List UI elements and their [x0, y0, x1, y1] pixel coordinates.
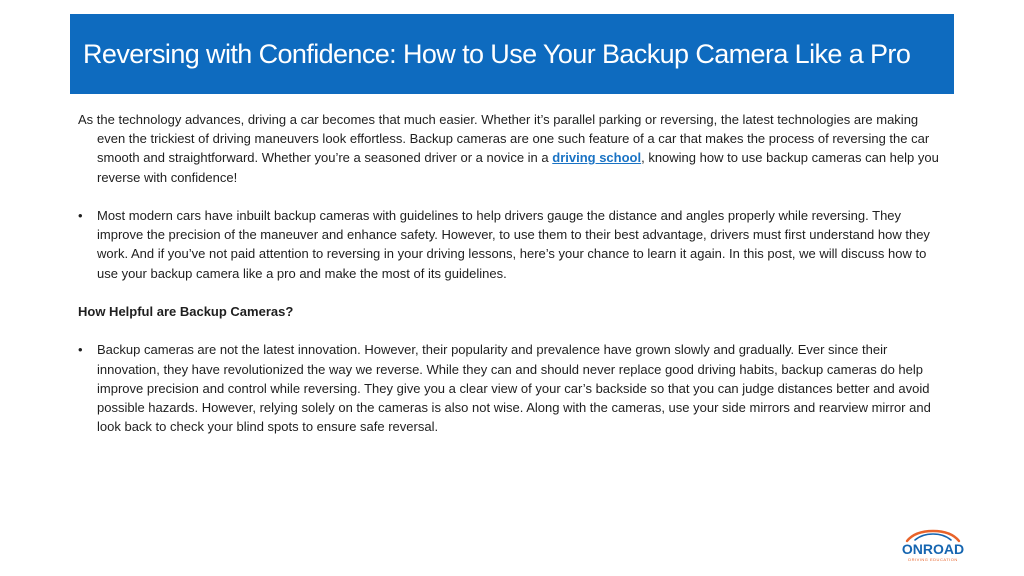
intro-text-before-link: As the technology advances, driving a car becomes that much easier. Whether it’s parallel parking or reversing, the latest technologies are making even the trickiest of driving maneuvers look effortless. Backup cameras are one such feature of a car that makes the process of reversing the car smooth and straightforward. Whether you’re a seasoned driver or a novice in a: [78, 112, 930, 166]
title-banner: [70, 14, 954, 94]
driving-school-link[interactable]: driving school: [552, 150, 642, 166]
logo-tagline: DRIVING EDUCATION: [908, 557, 958, 562]
bullet-paragraph-1: [78, 206, 948, 283]
bullet-paragraph-2: [78, 340, 948, 436]
intro-paragraph: [78, 110, 948, 187]
article-body: [78, 110, 948, 436]
logo-wordmark: ONROAD: [901, 541, 965, 557]
onroad-logo: [893, 529, 973, 565]
spacer: [78, 283, 948, 302]
section-heading: How Helpful are Backup Cameras?: [78, 304, 294, 319]
bullet-mark: •: [78, 342, 83, 358]
spacer: [78, 321, 948, 340]
page-title: Reversing with Confidence: How to Use Your Backup Camera Like a Pro: [83, 38, 911, 69]
spacer: [78, 187, 948, 206]
bullet-mark: •: [78, 208, 83, 223]
bullet-text-1: Most modern cars have inbuilt backup cameras with guidelines to help drivers gauge the distance and angles properly while reversing. They improve the precision of the maneuver and enhance safety. However, to use them to their best advantage, drivers must first understand how they work. And if you’ve not paid attention to reversing in your driving lessons, here’s your chance to learn it again. In this post, we will discuss how to use your backup camera like a pro and make the most of its guidelines.: [97, 208, 930, 281]
intro-text-after-link: , knowing how to use backup cameras can help you reverse with confidence!: [97, 150, 939, 185]
car-roof-logo-icon: [893, 529, 973, 565]
bullet-text-2: Backup cameras are not the latest innovation. However, their popularity and prevalence have grown slowly and gradually. Ever since their innovation, they have revolutionized the way we reverse. While they can and should never replace good driving habits, backup cameras do help improve precision and control while reversing. They give you a clear view of your car’s backside so that you can judge distances better and avoid possible hazards. However, relying solely on the cameras is also not wise. Along with the cameras, use your side mirrors and rearview mirror and look back to check your blind spots to ensure safe reversal.: [97, 342, 931, 435]
